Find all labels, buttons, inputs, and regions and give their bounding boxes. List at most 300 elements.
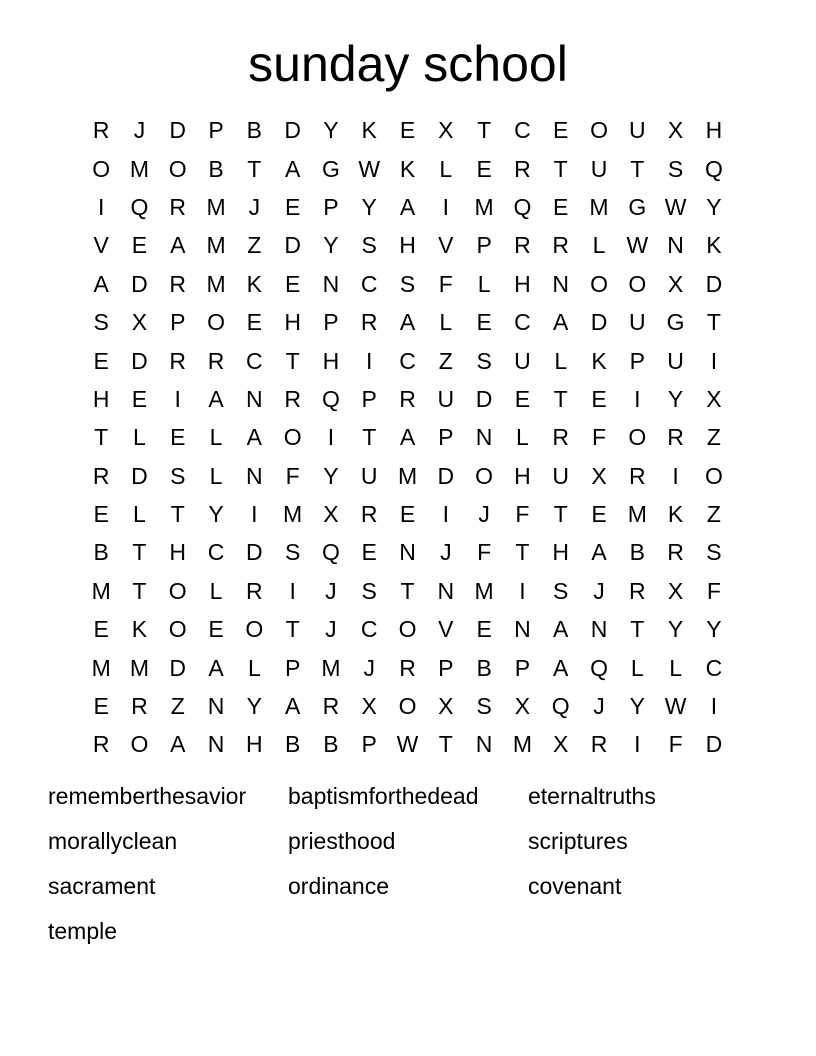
grid-cell: O (130, 731, 149, 758)
grid-cell: L (669, 654, 682, 681)
grid-cell: Z (706, 501, 721, 528)
grid-cell: E (93, 347, 109, 374)
grid-cell: C (360, 270, 378, 297)
grid-cell: A (553, 309, 569, 336)
grid-cell: D (284, 117, 301, 144)
grid-cell: W (664, 193, 687, 220)
grid-cell: O (168, 616, 187, 643)
grid-cell: K (361, 117, 377, 144)
grid-cell: E (476, 616, 492, 643)
grid-cell: N (552, 270, 570, 297)
grid-cell: N (207, 693, 225, 720)
grid-cell: V (438, 616, 454, 643)
grid-cell: Y (323, 117, 339, 144)
grid-cell: A (591, 539, 607, 566)
grid-row (82, 149, 736, 187)
grid-cell: M (206, 232, 226, 259)
grid-cell: A (399, 424, 416, 451)
grid-cell: P (170, 309, 186, 336)
grid-cell: H (322, 347, 340, 374)
grid-cell: P (284, 654, 301, 681)
grid-cell: F (591, 424, 607, 451)
grid-cell: Z (706, 424, 721, 451)
grid-cell: S (476, 347, 492, 374)
grid-cell: G (666, 309, 685, 336)
grid-cell: W (396, 731, 419, 758)
grid-cell: R (169, 270, 187, 297)
grid-cell: M (627, 501, 647, 528)
grid-cell: H (552, 539, 570, 566)
word-list-item: morallyclean (48, 828, 178, 854)
grid-cell: M (283, 501, 303, 528)
grid-cell: X (667, 117, 684, 144)
grid-cell: T (94, 424, 109, 451)
grid-row (82, 457, 736, 495)
grid-cell: R (92, 462, 110, 489)
page-title: sunday school (248, 36, 568, 92)
grid-cell: Y (361, 193, 377, 220)
grid-row (82, 725, 736, 763)
grid-cell: U (667, 347, 684, 374)
grid-cell: R (284, 385, 301, 412)
grid-cell: B (284, 731, 301, 758)
grid-cell: L (209, 462, 223, 489)
grid-cell: E (93, 616, 109, 643)
grid-cell: L (247, 654, 261, 681)
grid-cell: U (437, 385, 455, 412)
grid-cell: Q (551, 693, 570, 720)
grid-cell: S (399, 270, 416, 297)
grid-cell: E (93, 501, 109, 528)
grid-cell: T (438, 731, 453, 758)
grid-cell: M (91, 654, 111, 681)
grid-cell: I (327, 424, 335, 451)
grid-cell: S (170, 462, 186, 489)
grid-cell: T (630, 155, 645, 182)
grid-cell: J (363, 654, 375, 681)
grid-cell: N (590, 616, 608, 643)
grid-cell: M (129, 654, 150, 681)
grid-cell: C (514, 309, 531, 336)
word-list-item: scriptures (528, 828, 628, 854)
grid-cell: P (361, 385, 377, 412)
grid-cell: M (474, 193, 494, 220)
grid-cell: X (361, 693, 377, 720)
grid-cell: T (132, 577, 147, 604)
grid-cell: V (93, 232, 109, 259)
grid-cell: D (284, 232, 301, 259)
grid-cell: X (131, 309, 148, 336)
grid-cell: Q (321, 539, 340, 566)
grid-row (82, 418, 736, 456)
grid-cell: O (168, 577, 187, 604)
grid-cell: M (512, 731, 532, 758)
grid-cell: J (593, 693, 605, 720)
grid-cell: R (360, 309, 378, 336)
grid-row (82, 341, 736, 379)
grid-cell: L (592, 232, 606, 259)
grid-cell: W (664, 693, 687, 720)
grid-cell: E (170, 424, 186, 451)
grid-cell: O (398, 616, 417, 643)
grid-cell: D (246, 539, 263, 566)
grid-cell: I (442, 501, 450, 528)
grid-cell: R (322, 693, 340, 720)
grid-cell: O (168, 155, 187, 182)
grid-cell: M (397, 462, 418, 489)
grid-cell: P (514, 654, 531, 681)
grid-cell: Y (667, 616, 684, 643)
grid-cell: Q (321, 385, 340, 412)
grid-cell: E (361, 539, 377, 566)
grid-cell: O (628, 424, 647, 451)
grid-cell: T (630, 616, 645, 643)
grid-cell: E (591, 385, 607, 412)
grid-cell: S (706, 539, 722, 566)
grid-cell: A (208, 654, 224, 681)
grid-cell: N (399, 539, 416, 566)
grid-cell: N (667, 232, 684, 259)
grid-cell: E (246, 309, 262, 336)
grid-cell: X (438, 693, 454, 720)
grid-cell: R (399, 654, 416, 681)
grid-cell: F (668, 731, 683, 758)
grid-cell: K (399, 155, 416, 182)
grid-row (82, 495, 736, 533)
grid-cell: R (552, 424, 570, 451)
grid-cell: R (169, 347, 187, 374)
grid-cell: I (174, 385, 181, 412)
grid-cell: I (442, 193, 450, 220)
grid-row (82, 303, 736, 341)
grid-cell: S (476, 693, 492, 720)
grid-row (82, 380, 736, 418)
grid-cell: C (514, 117, 531, 144)
grid-cell: I (710, 347, 718, 374)
grid-cell: T (285, 347, 300, 374)
grid-cell: A (170, 731, 186, 758)
grid-cell: O (283, 424, 302, 451)
grid-cell: T (553, 385, 568, 412)
grid-cell: T (132, 539, 147, 566)
grid-cell: K (667, 501, 684, 528)
grid-row (82, 265, 736, 303)
grid-cell: L (439, 309, 453, 336)
grid-cell: C (705, 654, 723, 681)
grid-cell: G (321, 155, 340, 182)
grid-cell: D (131, 270, 148, 297)
grid-cell: O (590, 117, 608, 144)
grid-cell: I (672, 462, 679, 489)
grid-row (82, 533, 736, 571)
word-list-item: temple (48, 918, 118, 944)
word-list-item: ordinance (288, 873, 390, 899)
grid-cell: U (360, 462, 378, 489)
grid-cell: A (399, 193, 416, 220)
grid-cell: B (629, 539, 645, 566)
grid-cell: U (590, 155, 608, 182)
grid-cell: O (628, 270, 647, 297)
grid-cell: T (553, 501, 568, 528)
grid-cell: L (209, 424, 223, 451)
grid-cell: O (92, 155, 111, 182)
grid-cell: H (399, 232, 416, 259)
grid-row (82, 111, 736, 149)
grid-cell: S (361, 232, 377, 259)
grid-cell: M (321, 654, 341, 681)
grid-cell: D (437, 462, 455, 489)
grid-cell: L (516, 424, 529, 451)
grid-cell: N (246, 462, 263, 489)
grid-cell: R (246, 577, 263, 604)
grid-cell: N (322, 270, 340, 297)
grid-cell: O (245, 616, 264, 643)
grid-cell: L (439, 155, 453, 182)
grid-cell: X (667, 577, 684, 604)
grid-cell: O (704, 462, 723, 489)
grid-cell: J (325, 616, 337, 643)
grid-cell: T (400, 577, 415, 604)
grid-cell: B (246, 117, 262, 144)
grid-cell: N (437, 577, 455, 604)
grid-cell: I (634, 731, 641, 758)
grid-cell: M (206, 193, 226, 220)
grid-cell: Z (438, 347, 453, 374)
grid-cell: D (590, 309, 608, 336)
grid-cell: F (285, 462, 300, 489)
grid-cell: Y (208, 501, 224, 528)
grid-cell: Y (629, 693, 645, 720)
grid-cell: U (628, 309, 646, 336)
grid-cell: B (323, 731, 339, 758)
word-list-item: eternaltruths (528, 783, 656, 809)
grid-cell: E (591, 501, 607, 528)
grid-cell: R (92, 117, 110, 144)
grid-cell: C (246, 347, 263, 374)
grid-cell: X (438, 117, 454, 144)
grid-cell: M (474, 577, 494, 604)
grid-cell: R (628, 577, 646, 604)
grid-cell: Y (323, 462, 339, 489)
grid-cell: D (705, 731, 723, 758)
grid-cell: S (93, 309, 109, 336)
grid-cell: X (323, 501, 339, 528)
grid-cell: P (438, 424, 454, 451)
grid-cell: A (93, 270, 109, 297)
grid-cell: E (399, 117, 416, 144)
grid-cell: H (246, 731, 263, 758)
grid-cell: O (475, 462, 494, 489)
grid-cell: X (706, 385, 722, 412)
word-list (48, 778, 768, 958)
grid-cell: R (552, 232, 570, 259)
grid-cell: N (246, 385, 263, 412)
grid-cell: M (91, 577, 111, 604)
grid-cell: E (131, 232, 148, 259)
grid-cell: A (246, 424, 262, 451)
grid-cell: R (667, 539, 684, 566)
grid-cell: U (628, 117, 646, 144)
grid-cell: I (519, 577, 526, 604)
grid-cell: X (514, 693, 531, 720)
grid-cell: L (554, 347, 568, 374)
grid-cell: E (284, 270, 301, 297)
grid-cell: E (131, 385, 148, 412)
grid-cell: R (514, 232, 531, 259)
grid-cell: O (207, 309, 225, 336)
grid-cell: R (207, 347, 225, 374)
grid-cell: Q (704, 155, 723, 182)
grid-cell: P (438, 654, 454, 681)
grid-cell: L (477, 270, 491, 297)
grid-row (82, 687, 736, 725)
grid-cell: R (92, 731, 110, 758)
grid-cell: G (628, 193, 647, 220)
grid-cell: N (475, 424, 493, 451)
grid-cell: O (590, 270, 608, 297)
grid-cell: X (553, 731, 569, 758)
grid-cell: H (284, 309, 301, 336)
grid-cell: E (208, 616, 224, 643)
grid-row (82, 610, 736, 648)
grid-cell: R (514, 155, 531, 182)
grid-cell: T (285, 616, 300, 643)
word-list-item: sacrament (48, 873, 156, 899)
grid-cell: I (366, 347, 373, 374)
grid-cell: I (251, 501, 258, 528)
grid-cell: W (626, 232, 649, 259)
grid-cell: J (440, 539, 452, 566)
grid-cell: P (361, 731, 377, 758)
grid-cell: T (553, 155, 568, 182)
grid-cell: Q (590, 654, 608, 681)
grid-cell: A (208, 385, 224, 412)
letter-grid (82, 111, 736, 764)
word-list-item: priesthood (288, 828, 396, 854)
grid-cell: E (553, 117, 569, 144)
grid-cell: I (289, 577, 296, 604)
grid-cell: F (438, 270, 453, 297)
grid-cell: L (630, 654, 644, 681)
grid-cell: B (208, 155, 224, 182)
grid-cell: S (553, 577, 569, 604)
grid-cell: J (593, 577, 605, 604)
grid-cell: J (325, 577, 337, 604)
grid-cell: Y (246, 693, 262, 720)
grid-cell: K (131, 616, 148, 643)
grid-cell: P (323, 193, 339, 220)
grid-cell: B (476, 654, 492, 681)
grid-cell: T (247, 155, 262, 182)
grid-cell: M (589, 193, 609, 220)
grid-cell: E (284, 193, 301, 220)
grid-cell: D (475, 385, 493, 412)
grid-cell: Q (513, 193, 532, 220)
grid-cell: H (92, 385, 110, 412)
grid-cell: B (93, 539, 109, 566)
word-list-item: covenant (528, 873, 622, 899)
grid-cell: J (248, 193, 261, 220)
grid-cell: X (667, 270, 684, 297)
grid-cell: D (169, 654, 187, 681)
grid-cell: Z (170, 693, 185, 720)
grid-cell: L (209, 577, 223, 604)
grid-cell: E (476, 309, 492, 336)
grid-cell: R (399, 385, 416, 412)
grid-cell: R (360, 501, 378, 528)
grid-cell: D (169, 117, 187, 144)
grid-cell: S (667, 155, 684, 182)
grid-cell: P (476, 232, 492, 259)
grid-cell: L (133, 501, 146, 528)
grid-cell: K (706, 232, 722, 259)
grid-cell: K (591, 347, 607, 374)
grid-cell: T (362, 424, 377, 451)
grid-cell: D (131, 462, 148, 489)
grid-cell: T (477, 117, 492, 144)
grid-cell: I (634, 385, 641, 412)
grid-cell: Y (706, 193, 722, 220)
grid-cell: T (515, 539, 530, 566)
grid-cell: P (629, 347, 645, 374)
grid-cell: Y (667, 385, 684, 412)
grid-cell: I (710, 693, 718, 720)
grid-cell: A (284, 155, 301, 182)
grid-cell: A (553, 616, 569, 643)
grid-cell: Y (706, 616, 722, 643)
grid-cell: A (399, 309, 416, 336)
grid-row (82, 226, 736, 264)
grid-cell: P (323, 309, 339, 336)
grid-cell: S (284, 539, 301, 566)
grid-cell: E (476, 155, 492, 182)
grid-cell: Z (247, 232, 262, 259)
grid-cell: N (514, 616, 531, 643)
grid-cell: H (169, 539, 187, 566)
grid-cell: T (706, 309, 721, 336)
grid-cell: A (553, 654, 569, 681)
grid-cell: S (361, 577, 377, 604)
grid-cell: Q (130, 193, 149, 220)
grid-cell: F (515, 501, 530, 528)
grid-cell: I (97, 193, 105, 220)
grid-cell: C (207, 539, 225, 566)
grid-cell: K (246, 270, 262, 297)
grid-row (82, 572, 736, 610)
grid-cell: Y (323, 232, 339, 259)
grid-cell: H (705, 117, 723, 144)
grid-cell: V (438, 232, 454, 259)
grid-cell: M (129, 155, 150, 182)
word-list-item: rememberthesavior (48, 783, 247, 809)
grid-cell: T (170, 501, 185, 528)
grid-cell: H (514, 462, 531, 489)
grid-cell: N (207, 731, 225, 758)
grid-cell: C (399, 347, 416, 374)
grid-cell: U (514, 347, 531, 374)
grid-cell: J (478, 501, 490, 528)
grid-cell: A (170, 232, 186, 259)
word-list-item: baptismforthedead (288, 783, 479, 809)
grid-cell: N (475, 731, 493, 758)
grid-cell: R (628, 462, 646, 489)
grid-cell: U (552, 462, 570, 489)
grid-cell: E (553, 193, 569, 220)
grid-row (82, 188, 736, 226)
grid-cell: R (169, 193, 187, 220)
grid-cell: D (705, 270, 723, 297)
grid-cell: W (358, 155, 381, 182)
